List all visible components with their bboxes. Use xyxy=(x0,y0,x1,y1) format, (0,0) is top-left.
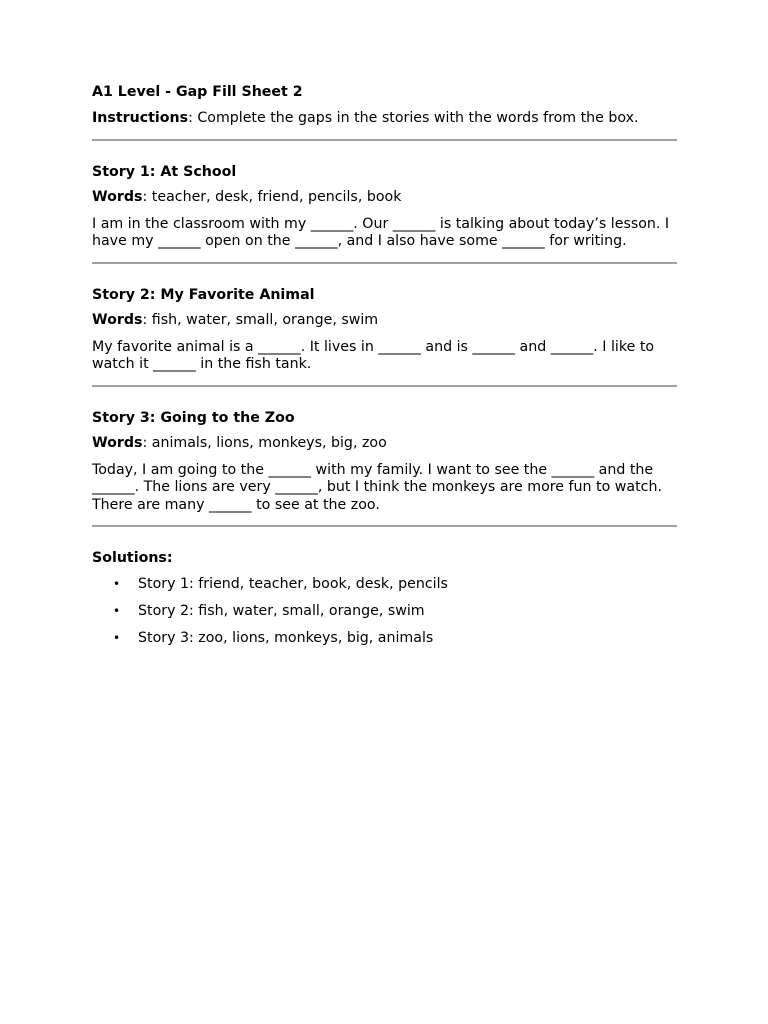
solution-text: Story 1: friend, teacher, book, desk, pencils xyxy=(138,575,448,592)
story-2-text xyxy=(92,339,677,374)
instructions-label: Instructions xyxy=(92,110,189,126)
story-3-text xyxy=(92,462,677,515)
story-2-words-list: : fish, water, small, orange, swim xyxy=(142,312,379,328)
instructions-text: : Complete the gaps in the stories with the words from the box. xyxy=(188,110,639,126)
instructions xyxy=(92,110,677,128)
solutions-title: Solutions: xyxy=(92,550,173,566)
story-3-words-label: Words xyxy=(92,435,143,451)
story-3-words xyxy=(92,435,677,453)
story-3-text-line-3: There are many ______ to see at the zoo. xyxy=(92,496,380,513)
story-3-words-list: : animals, lions, monkeys, big, zoo xyxy=(142,435,387,451)
solutions-list xyxy=(92,576,677,648)
bullet-icon: • xyxy=(113,576,121,591)
story-2-text-line-1: My favorite animal is a ______. It lives in ______ and is ______ and ______. I like to xyxy=(92,338,655,355)
story-2-words-label: Words xyxy=(92,312,143,328)
divider xyxy=(92,262,677,264)
story-1-text xyxy=(92,216,677,251)
list-item xyxy=(92,630,677,648)
story-2-title: Story 2: My Favorite Animal xyxy=(92,286,315,303)
story-3-text-line-2: ______. The lions are very ______, but I think the monkeys are more fun to watch. xyxy=(92,479,662,495)
divider xyxy=(92,525,677,527)
bullet-icon: • xyxy=(113,603,121,618)
story-1-words xyxy=(92,189,677,207)
story-1-text-line-2: have my ______ open on the ______, and I also have some ______ for writing. xyxy=(92,233,627,249)
bullet-icon: • xyxy=(113,630,121,645)
list-item xyxy=(92,603,677,621)
story-1-words-label: Words xyxy=(92,189,143,205)
list-item xyxy=(92,576,677,594)
divider xyxy=(92,139,677,141)
story-1-title: Story 1: At School xyxy=(92,163,237,180)
story-3-title: Story 3: Going to the Zoo xyxy=(92,409,295,426)
document-content xyxy=(92,84,677,657)
story-3-text-line-1: Today, I am going to the ______ with my family. I want to see the ______ and the xyxy=(92,461,654,478)
document-title: A1 Level - Gap Fill Sheet 2 xyxy=(92,84,303,100)
story-1-words-list: : teacher, desk, friend, pencils, book xyxy=(142,189,402,205)
solution-text: Story 3: zoo, lions, monkeys, big, animals xyxy=(138,629,434,646)
story-1-text-line-1: I am in the classroom with my ______. Our ______ is talking about today’s lesson. I xyxy=(92,215,670,232)
divider xyxy=(92,385,677,387)
solution-text: Story 2: fish, water, small, orange, swim xyxy=(138,602,425,619)
story-2-words xyxy=(92,312,677,330)
story-2-text-line-2: watch it ______ in the fish tank. xyxy=(92,356,312,372)
